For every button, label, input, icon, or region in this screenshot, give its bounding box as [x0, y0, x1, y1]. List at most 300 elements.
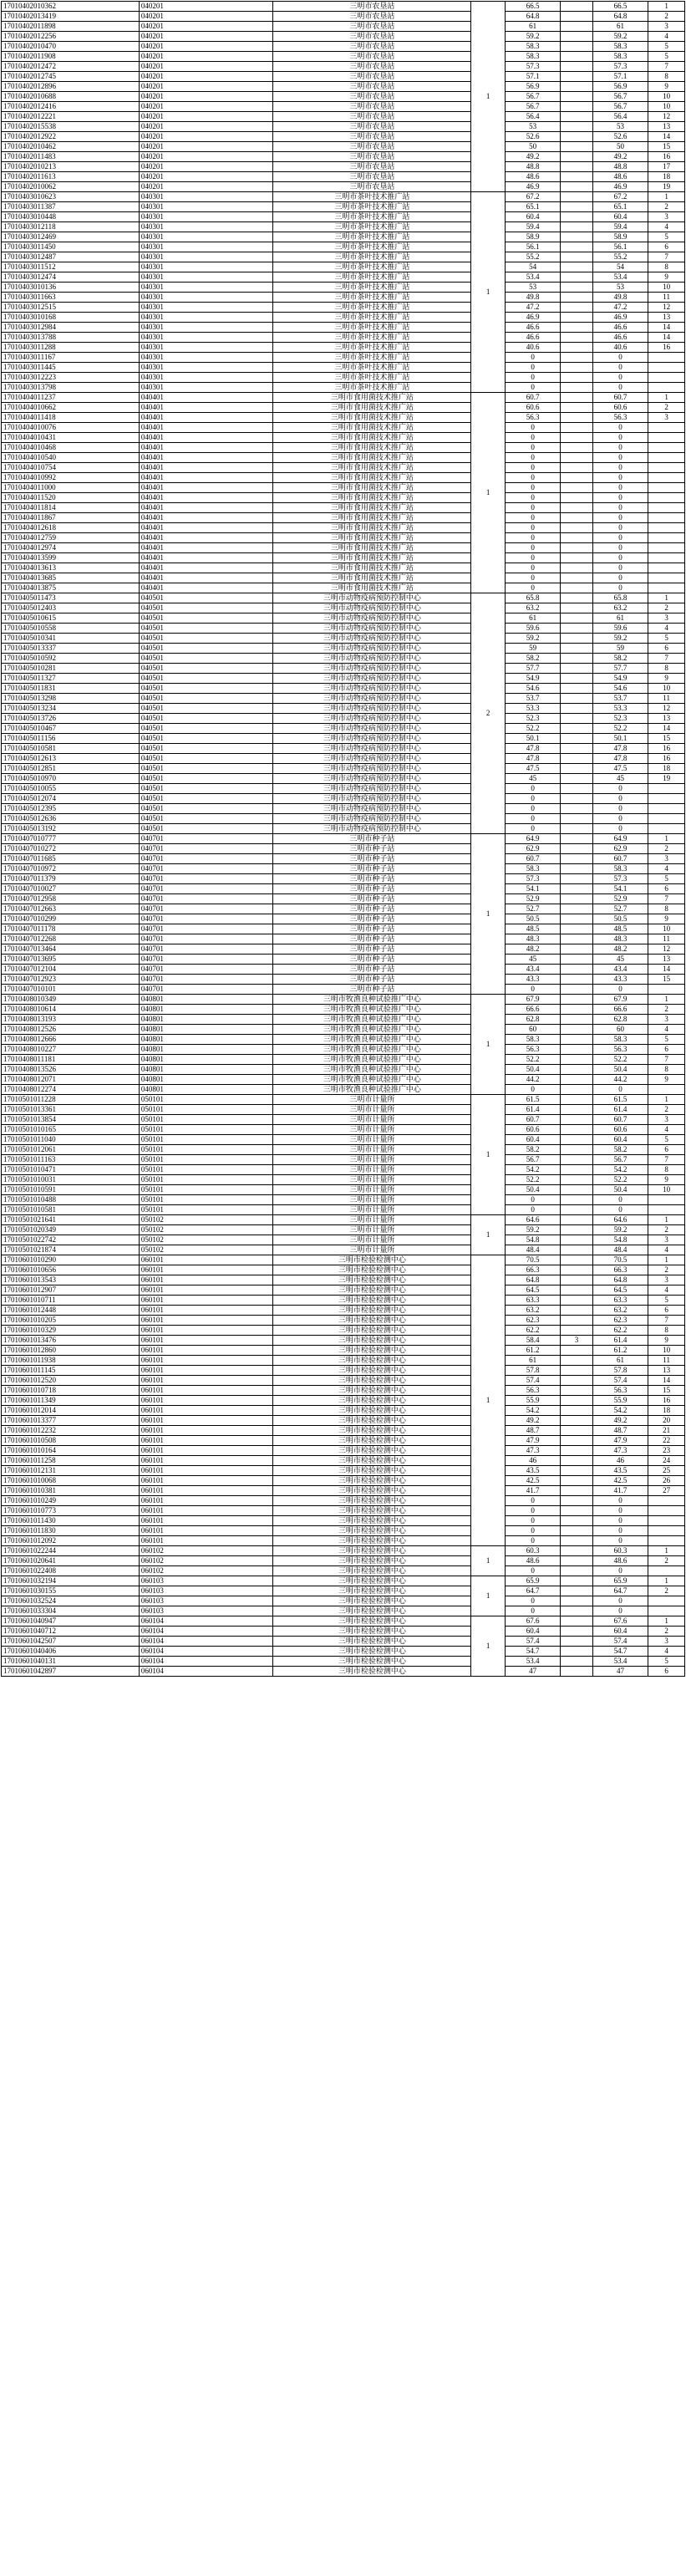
- candidate-id-cell: 17010405012636: [2, 814, 140, 824]
- position-code-cell: 040201: [139, 42, 273, 52]
- written-score-cell: 49.2: [505, 1416, 561, 1426]
- position-code-cell: 040501: [139, 744, 273, 754]
- position-code-cell: 060101: [139, 1386, 273, 1396]
- unit-name-cell: 三明市检验检测中心: [273, 1376, 471, 1386]
- table-row: [2, 794, 685, 804]
- written-score-cell: 43.3: [505, 975, 561, 985]
- total-score-cell: 53.4: [592, 1657, 648, 1667]
- total-score-cell: 54.1: [592, 884, 648, 894]
- total-score-cell: 57.3: [592, 62, 648, 72]
- candidate-id-cell: 17010402012472: [2, 62, 140, 72]
- table-row: [2, 343, 685, 353]
- bonus-score-cell: [561, 303, 592, 313]
- candidate-id-cell: 17010405010281: [2, 664, 140, 674]
- total-score-cell: 50.4: [592, 1065, 648, 1075]
- candidate-id-cell: 17010601012907: [2, 1285, 140, 1296]
- table-row: [2, 1175, 685, 1185]
- table-row: [2, 313, 685, 323]
- candidate-id-cell: 17010405010558: [2, 624, 140, 634]
- total-score-cell: 54.8: [592, 1235, 648, 1245]
- bonus-score-cell: [561, 674, 592, 684]
- table-row: [2, 293, 685, 303]
- written-score-cell: 62.2: [505, 1326, 561, 1336]
- written-score-cell: 66.5: [505, 2, 561, 12]
- table-row: [2, 884, 685, 894]
- bonus-score-cell: [561, 854, 592, 864]
- candidate-id-cell: 17010501010488: [2, 1195, 140, 1205]
- bonus-score-cell: [561, 1296, 592, 1306]
- unit-name-cell: 三明市检验检测中心: [273, 1356, 471, 1366]
- total-score-cell: 47.5: [592, 764, 648, 774]
- unit-name-cell: 三明市食用菌技术推广站: [273, 433, 471, 443]
- candidate-id-cell: 17010601011258: [2, 1456, 140, 1466]
- rank-cell: [648, 1566, 685, 1576]
- position-code-cell: 060101: [139, 1285, 273, 1296]
- rank-cell: [648, 353, 685, 363]
- bonus-score-cell: [561, 1476, 592, 1486]
- total-score-cell: 49.2: [592, 152, 648, 162]
- bonus-score-cell: 3: [561, 1336, 592, 1346]
- bonus-score-cell: [561, 1376, 592, 1386]
- table-row: [2, 2, 685, 12]
- total-score-cell: 61.2: [592, 1346, 648, 1356]
- bonus-score-cell: [561, 1657, 592, 1667]
- table-row: [2, 1125, 685, 1135]
- candidate-id-cell: 17010403011512: [2, 262, 140, 272]
- position-code-cell: 040301: [139, 383, 273, 393]
- unit-name-cell: 三明市检验检测中心: [273, 1526, 471, 1536]
- rank-cell: 1: [648, 2, 685, 12]
- table-row: [2, 1596, 685, 1606]
- position-code-cell: 040801: [139, 1085, 273, 1095]
- written-score-cell: 49.8: [505, 293, 561, 303]
- position-code-cell: 050102: [139, 1245, 273, 1255]
- candidate-id-cell: 17010402011483: [2, 152, 140, 162]
- table-row: [2, 52, 685, 62]
- written-score-cell: 55.2: [505, 252, 561, 262]
- written-score-cell: 0: [505, 353, 561, 363]
- table-row: [2, 744, 685, 754]
- candidate-id-cell: 17010404013599: [2, 553, 140, 563]
- rank-cell: 10: [648, 1346, 685, 1356]
- unit-name-cell: 三明市计量所: [273, 1215, 471, 1225]
- total-score-cell: 48.5: [592, 924, 648, 934]
- position-code-cell: 060101: [139, 1275, 273, 1285]
- total-score-cell: 0: [592, 423, 648, 433]
- total-score-cell: 59.2: [592, 634, 648, 644]
- written-score-cell: 58.3: [505, 1035, 561, 1045]
- total-score-cell: 48.2: [592, 944, 648, 955]
- bonus-score-cell: [561, 1647, 592, 1657]
- bonus-score-cell: [561, 1627, 592, 1637]
- rank-cell: 16: [648, 754, 685, 764]
- bonus-score-cell: [561, 1055, 592, 1065]
- position-code-cell: 040401: [139, 563, 273, 573]
- total-score-cell: 67.6: [592, 1616, 648, 1627]
- position-code-cell: 040701: [139, 834, 273, 844]
- candidate-id-cell: 17010404012974: [2, 543, 140, 553]
- position-code-cell: 060101: [139, 1316, 273, 1326]
- written-score-cell: 54.2: [505, 1165, 561, 1175]
- bonus-score-cell: [561, 1576, 592, 1586]
- rank-cell: 18: [648, 1406, 685, 1416]
- written-score-cell: 62.9: [505, 844, 561, 854]
- bonus-score-cell: [561, 904, 592, 914]
- total-score-cell: 56.3: [592, 413, 648, 423]
- rank-cell: [648, 513, 685, 523]
- position-code-cell: 050101: [139, 1145, 273, 1155]
- rank-cell: 1: [648, 1576, 685, 1586]
- rank-cell: 12: [648, 704, 685, 714]
- bonus-score-cell: [561, 262, 592, 272]
- table-row: [2, 1185, 685, 1195]
- total-score-cell: 0: [592, 433, 648, 443]
- written-score-cell: 53.7: [505, 694, 561, 704]
- table-row: [2, 1386, 685, 1396]
- written-score-cell: 43.5: [505, 1466, 561, 1476]
- unit-name-cell: 三明市动物疫病预防控制中心: [273, 714, 471, 724]
- position-code-cell: 060101: [139, 1516, 273, 1526]
- total-score-cell: 67.2: [592, 192, 648, 202]
- unit-name-cell: 三明市动物疫病预防控制中心: [273, 794, 471, 804]
- candidate-id-cell: 17010404010754: [2, 463, 140, 473]
- position-code-cell: 040301: [139, 313, 273, 323]
- rank-cell: [648, 453, 685, 463]
- position-code-cell: 040501: [139, 694, 273, 704]
- unit-name-cell: 三明市茶叶技术推广站: [273, 363, 471, 373]
- unit-name-cell: 三明市农垦站: [273, 122, 471, 132]
- unit-name-cell: 三明市农垦站: [273, 142, 471, 152]
- candidate-id-cell: 17010601010068: [2, 1476, 140, 1486]
- bonus-score-cell: [561, 664, 592, 674]
- unit-name-cell: 三明市茶叶技术推广站: [273, 313, 471, 323]
- table-row: [2, 1516, 685, 1526]
- candidate-id-cell: 17010601012131: [2, 1466, 140, 1476]
- table-row: [2, 754, 685, 764]
- rank-cell: 10: [648, 283, 685, 293]
- written-score-cell: 61: [505, 1356, 561, 1366]
- rank-cell: 21: [648, 1426, 685, 1436]
- written-score-cell: 63.2: [505, 1306, 561, 1316]
- position-code-cell: 060103: [139, 1576, 273, 1586]
- rank-cell: 1: [648, 1255, 685, 1265]
- bonus-score-cell: [561, 1637, 592, 1647]
- rank-cell: 6: [648, 1306, 685, 1316]
- hiring-quota-cell: 1: [471, 192, 505, 393]
- rank-cell: 7: [648, 1055, 685, 1065]
- table-row: [2, 1195, 685, 1205]
- table-row: [2, 553, 685, 563]
- rank-cell: 6: [648, 242, 685, 252]
- total-score-cell: 56.1: [592, 242, 648, 252]
- rank-cell: 6: [648, 1667, 685, 1677]
- total-score-cell: 60.4: [592, 212, 648, 222]
- rank-cell: 11: [648, 694, 685, 704]
- unit-name-cell: 三明市计量所: [273, 1235, 471, 1245]
- total-score-cell: 46.9: [592, 313, 648, 323]
- unit-name-cell: 三明市种子站: [273, 934, 471, 944]
- candidate-id-cell: 17010404010468: [2, 443, 140, 453]
- total-score-cell: 43.4: [592, 965, 648, 975]
- total-score-cell: 58.2: [592, 654, 648, 664]
- table-row: [2, 1376, 685, 1386]
- total-score-cell: 46.9: [592, 182, 648, 192]
- unit-name-cell: 三明市食用菌技术推广站: [273, 443, 471, 453]
- candidate-id-cell: 17010402010213: [2, 162, 140, 172]
- position-code-cell: 040701: [139, 904, 273, 914]
- unit-name-cell: 三明市动物疫病预防控制中心: [273, 674, 471, 684]
- unit-name-cell: 三明市计量所: [273, 1115, 471, 1125]
- table-row: [2, 272, 685, 283]
- candidate-id-cell: 17010407011685: [2, 854, 140, 864]
- bonus-score-cell: [561, 1366, 592, 1376]
- rank-cell: [648, 443, 685, 453]
- unit-name-cell: 三明市种子站: [273, 944, 471, 955]
- total-score-cell: 0: [592, 503, 648, 513]
- candidate-id-cell: 17010404013613: [2, 563, 140, 573]
- unit-name-cell: 三明市计量所: [273, 1205, 471, 1215]
- written-score-cell: 65.8: [505, 593, 561, 603]
- written-score-cell: 47.9: [505, 1436, 561, 1446]
- bonus-score-cell: [561, 764, 592, 774]
- position-code-cell: 040501: [139, 664, 273, 674]
- total-score-cell: 60.4: [592, 1627, 648, 1637]
- candidate-id-cell: 17010501010165: [2, 1125, 140, 1135]
- candidate-id-cell: 17010407012923: [2, 975, 140, 985]
- unit-name-cell: 三明市茶叶技术推广站: [273, 242, 471, 252]
- unit-name-cell: 三明市种子站: [273, 864, 471, 874]
- bonus-score-cell: [561, 1145, 592, 1155]
- written-score-cell: 47.3: [505, 1446, 561, 1456]
- written-score-cell: 0: [505, 383, 561, 393]
- position-code-cell: 040701: [139, 924, 273, 934]
- candidate-id-cell: 17010601010205: [2, 1316, 140, 1326]
- unit-name-cell: 三明市检验检测中心: [273, 1326, 471, 1336]
- table-row: [2, 1025, 685, 1035]
- bonus-score-cell: [561, 1506, 592, 1516]
- position-code-cell: 040301: [139, 202, 273, 212]
- written-score-cell: 58.9: [505, 232, 561, 242]
- written-score-cell: 59.4: [505, 222, 561, 232]
- table-row: [2, 112, 685, 122]
- rank-cell: 9: [648, 82, 685, 92]
- candidate-id-cell: 17010501022742: [2, 1235, 140, 1245]
- unit-name-cell: 三明市检验检测中心: [273, 1536, 471, 1546]
- written-score-cell: 48.4: [505, 1245, 561, 1255]
- written-score-cell: 0: [505, 433, 561, 443]
- candidate-id-cell: 17010404010540: [2, 453, 140, 463]
- unit-name-cell: 三明市检验检测中心: [273, 1586, 471, 1596]
- position-code-cell: 040401: [139, 543, 273, 553]
- total-score-cell: 57.3: [592, 874, 648, 884]
- table-row: [2, 1065, 685, 1075]
- position-code-cell: 060101: [139, 1396, 273, 1406]
- rank-cell: 4: [648, 1025, 685, 1035]
- candidate-id-cell: 17010405011473: [2, 593, 140, 603]
- total-score-cell: 45: [592, 774, 648, 784]
- total-score-cell: 58.9: [592, 232, 648, 242]
- bonus-score-cell: [561, 1556, 592, 1566]
- unit-name-cell: 三明市茶叶技术推广站: [273, 333, 471, 343]
- hiring-quota-cell: 1: [471, 1546, 505, 1576]
- total-score-cell: 54.2: [592, 1406, 648, 1416]
- written-score-cell: 50.5: [505, 914, 561, 924]
- total-score-cell: 58.3: [592, 1035, 648, 1045]
- bonus-score-cell: [561, 473, 592, 483]
- table-row: [2, 654, 685, 664]
- unit-name-cell: 三明市食用菌技术推广站: [273, 473, 471, 483]
- bonus-score-cell: [561, 613, 592, 624]
- unit-name-cell: 三明市计量所: [273, 1165, 471, 1175]
- total-score-cell: 55.9: [592, 1396, 648, 1406]
- position-code-cell: 060101: [139, 1296, 273, 1306]
- total-score-cell: 46.6: [592, 333, 648, 343]
- total-score-cell: 59.4: [592, 222, 648, 232]
- bonus-score-cell: [561, 864, 592, 874]
- written-score-cell: 0: [505, 1085, 561, 1095]
- rank-cell: 2: [648, 1627, 685, 1637]
- position-code-cell: 050101: [139, 1195, 273, 1205]
- position-code-cell: 040801: [139, 1005, 273, 1015]
- written-score-cell: 46.9: [505, 313, 561, 323]
- unit-name-cell: 三明市食用菌技术推广站: [273, 503, 471, 513]
- table-row: [2, 423, 685, 433]
- candidate-id-cell: 17010407011379: [2, 874, 140, 884]
- position-code-cell: 040501: [139, 714, 273, 724]
- candidate-id-cell: 17010601010329: [2, 1326, 140, 1336]
- total-score-cell: 50.4: [592, 1185, 648, 1195]
- hiring-quota-cell: 1: [471, 1095, 505, 1215]
- total-score-cell: 0: [592, 1205, 648, 1215]
- rank-cell: [648, 804, 685, 814]
- candidate-id-cell: 17010402010362: [2, 2, 140, 12]
- rank-cell: 3: [648, 413, 685, 423]
- candidate-id-cell: 17010403011167: [2, 353, 140, 363]
- bonus-score-cell: [561, 222, 592, 232]
- written-score-cell: 56.1: [505, 242, 561, 252]
- unit-name-cell: 三明市检验检测中心: [273, 1506, 471, 1516]
- candidate-id-cell: 17010601012860: [2, 1346, 140, 1356]
- candidate-id-cell: 17010501021874: [2, 1245, 140, 1255]
- rank-cell: 10: [648, 924, 685, 934]
- total-score-cell: 52.6: [592, 132, 648, 142]
- table-row: [2, 202, 685, 212]
- rank-cell: 2: [648, 1005, 685, 1015]
- candidate-id-cell: 17010402013419: [2, 12, 140, 22]
- total-score-cell: 57.4: [592, 1637, 648, 1647]
- candidate-id-cell: 17010402011908: [2, 52, 140, 62]
- table-row: [2, 1135, 685, 1145]
- written-score-cell: 46.6: [505, 323, 561, 333]
- written-score-cell: 0: [505, 363, 561, 373]
- total-score-cell: 59.2: [592, 1225, 648, 1235]
- unit-name-cell: 三明市动物疫病预防控制中心: [273, 664, 471, 674]
- bonus-score-cell: [561, 1045, 592, 1055]
- bonus-score-cell: [561, 1606, 592, 1616]
- candidate-id-cell: 17010404011237: [2, 393, 140, 403]
- total-score-cell: 0: [592, 583, 648, 593]
- unit-name-cell: 三明市动物疫病预防控制中心: [273, 634, 471, 644]
- total-score-cell: 46: [592, 1456, 648, 1466]
- written-score-cell: 60.7: [505, 854, 561, 864]
- written-score-cell: 44.2: [505, 1075, 561, 1085]
- position-code-cell: 060101: [139, 1346, 273, 1356]
- written-score-cell: 50.1: [505, 734, 561, 744]
- candidate-id-cell: 17010404011814: [2, 503, 140, 513]
- bonus-score-cell: [561, 965, 592, 975]
- written-score-cell: 67.2: [505, 192, 561, 202]
- bonus-score-cell: [561, 1386, 592, 1396]
- rank-cell: 20: [648, 1416, 685, 1426]
- hiring-quota-cell: 1: [471, 1576, 505, 1616]
- total-score-cell: 64.7: [592, 1586, 648, 1596]
- total-score-cell: 53.3: [592, 704, 648, 714]
- total-score-cell: 0: [592, 1566, 648, 1576]
- total-score-cell: 63.2: [592, 1306, 648, 1316]
- unit-name-cell: 三明市计量所: [273, 1135, 471, 1145]
- bonus-score-cell: [561, 593, 592, 603]
- rank-cell: 5: [648, 1135, 685, 1145]
- written-score-cell: 60.6: [505, 1125, 561, 1135]
- rank-cell: 1: [648, 995, 685, 1005]
- table-row: [2, 232, 685, 242]
- unit-name-cell: 三明市检验检测中心: [273, 1566, 471, 1576]
- total-score-cell: 57.8: [592, 1366, 648, 1376]
- table-row: [2, 603, 685, 613]
- bonus-score-cell: [561, 684, 592, 694]
- rank-cell: 2: [648, 1265, 685, 1275]
- rank-cell: 2: [648, 1586, 685, 1596]
- bonus-score-cell: [561, 1466, 592, 1476]
- unit-name-cell: 三明市茶叶技术推广站: [273, 283, 471, 293]
- rank-cell: 2: [648, 1225, 685, 1235]
- unit-name-cell: 三明市种子站: [273, 894, 471, 904]
- table-row: [2, 22, 685, 32]
- candidate-id-cell: 17010402010062: [2, 182, 140, 192]
- rank-cell: 6: [648, 644, 685, 654]
- bonus-score-cell: [561, 1546, 592, 1556]
- written-score-cell: 0: [505, 583, 561, 593]
- written-score-cell: 56.4: [505, 112, 561, 122]
- position-code-cell: 040501: [139, 804, 273, 814]
- table-row: [2, 172, 685, 182]
- table-row: [2, 1366, 685, 1376]
- candidate-id-cell: 17010405012074: [2, 794, 140, 804]
- rank-cell: 4: [648, 1125, 685, 1135]
- written-score-cell: 57.1: [505, 72, 561, 82]
- candidate-id-cell: 17010408012274: [2, 1085, 140, 1095]
- bonus-score-cell: [561, 1566, 592, 1576]
- total-score-cell: 64.6: [592, 1215, 648, 1225]
- written-score-cell: 0: [505, 563, 561, 573]
- unit-name-cell: 三明市检验检测中心: [273, 1476, 471, 1486]
- position-code-cell: 060101: [139, 1336, 273, 1346]
- total-score-cell: 57.7: [592, 664, 648, 674]
- written-score-cell: 48.6: [505, 172, 561, 182]
- table-row: [2, 583, 685, 593]
- unit-name-cell: 三明市检验检测中心: [273, 1667, 471, 1677]
- table-row: [2, 1667, 685, 1677]
- table-row: [2, 1095, 685, 1105]
- written-score-cell: 0: [505, 373, 561, 383]
- written-score-cell: 58.3: [505, 52, 561, 62]
- bonus-score-cell: [561, 1586, 592, 1596]
- written-score-cell: 57.4: [505, 1637, 561, 1647]
- written-score-cell: 48.2: [505, 944, 561, 955]
- bonus-score-cell: [561, 1235, 592, 1245]
- table-row: [2, 965, 685, 975]
- table-row: [2, 102, 685, 112]
